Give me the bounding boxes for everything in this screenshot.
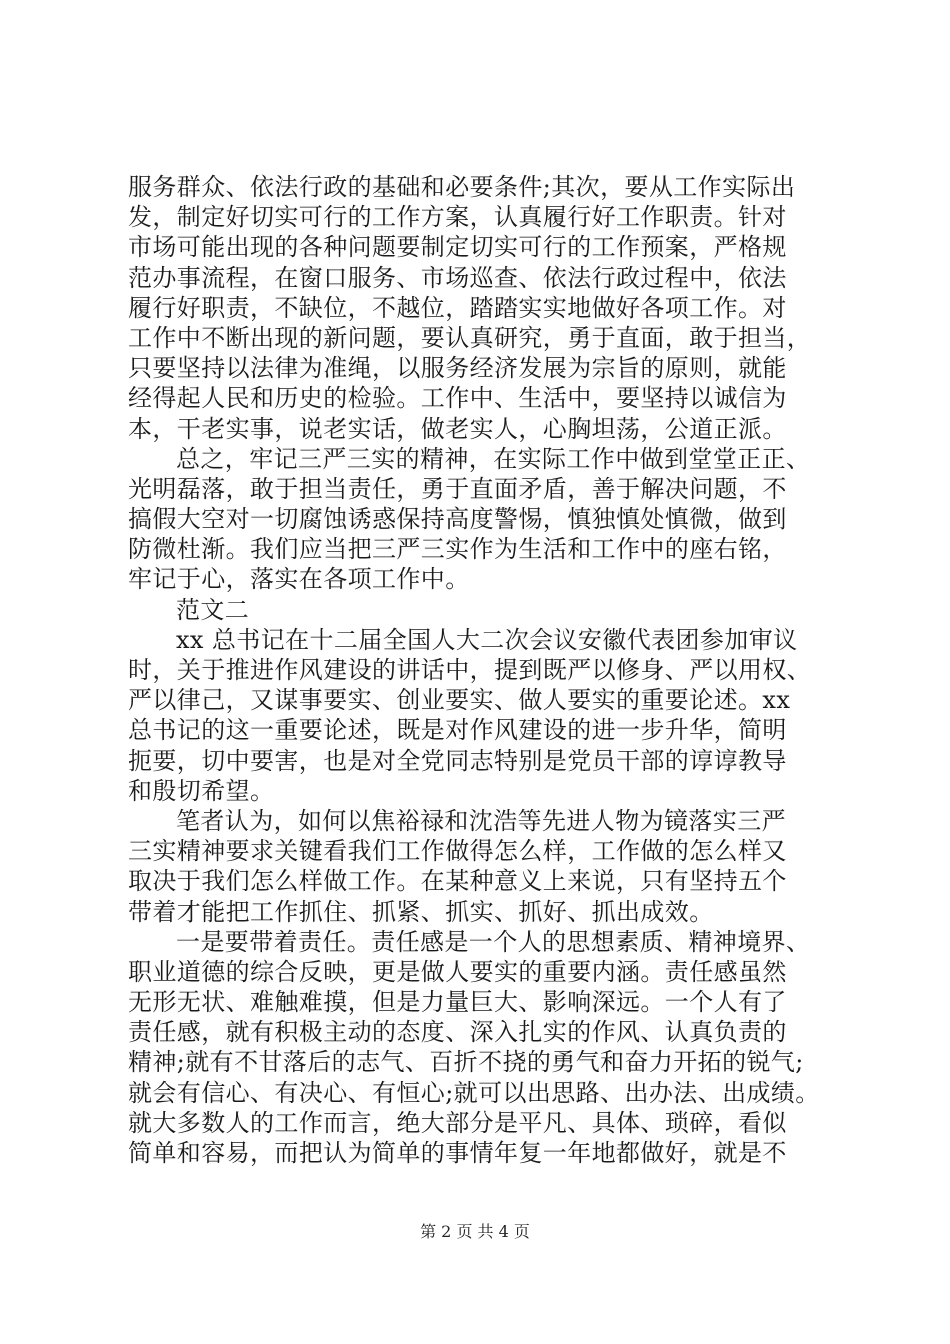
text-line: 就大多数人的工作而言，绝大部分是平凡、具体、琐碎，看似 [128, 1108, 787, 1137]
text-line: 责任感，就有积极主动的态度、深入扎实的作风、认真负责的 [128, 1018, 787, 1047]
text-line: 一是要带着责任。责任感是一个人的思想素质、精神境界、 [176, 927, 811, 956]
text-line: 服务群众、依法行政的基础和必要条件;其次，要从工作实际出 [128, 173, 796, 201]
text-line: 扼要，切中要害，也是对全党同志特别是党员干部的谆谆教导 [128, 746, 787, 775]
text-line: 取决于我们怎么样做工作。在某种意义上来说，只有坚持五个 [128, 867, 787, 896]
text-line: 时，关于推进作风建设的讲话中，提到既严以修身、严以用权、 [128, 656, 812, 684]
text-line: 三实精神要求关键看我们工作做得怎么样，工作做的怎么样又 [128, 837, 787, 866]
text-line: 工作中不断出现的新问题，要认真研究，勇于直面，敢于担当， [128, 323, 812, 352]
text-line: 职业道德的综合反映，更是做人要实的重要内涵。责任感虽然 [128, 957, 787, 986]
text-line: 总书记的这一重要论述，既是对作风建设的进一步升华，简明 [128, 716, 787, 745]
text-line: 履行好职责，不缺位，不越位，踏踏实实地做好各项工作。对 [128, 293, 787, 322]
text-line: 就会有信心、有决心、有恒心;就可以出思路、出办法、出成绩。 [128, 1078, 820, 1107]
text-line: 搞假大空对一切腐蚀诱惑保持高度警惕，慎独慎处慎微，做到 [128, 505, 787, 534]
text-line: 牢记于心，落实在各项工作中。 [128, 565, 470, 594]
text-line: 市场可能出现的各种问题要制定切实可行的工作预案，严格规 [128, 233, 787, 262]
text-line: 笔者认为，如何以焦裕禄和沈浩等先进人物为镜落实三严 [176, 806, 786, 835]
text-line: 只要坚持以法律为准绳，以服务经济发展为宗旨的原则，就能 [128, 354, 787, 383]
text-line: 严以律己，又谋事要实、创业要实、做人要实的重要论述。xx [128, 686, 791, 715]
text-line: 和殷切希望。 [128, 776, 275, 805]
text-line: 精神;就有不甘落后的志气、百折不挠的勇气和奋力开拓的锐气; [128, 1048, 804, 1077]
text-line: 本，干老实事，说老实话，做老实人，心胸坦荡，公道正派。 [128, 414, 787, 443]
text-line: 范办事流程，在窗口服务、市场巡查、依法行政过程中，依法 [128, 263, 787, 292]
body-text [128, 172, 828, 1168]
text-line: 经得起人民和历史的检验。工作中、生活中，要坚持以诚信为 [128, 384, 787, 413]
text-line: xx 总书记在十二届全国人大二次会议安徽代表团参加审议 [176, 625, 798, 654]
text-line: 总之，牢记三严三实的精神，在实际工作中做到堂堂正正、 [176, 444, 811, 473]
text-line: 简单和容易，而把认为简单的事情年复一年地都做好，就是不 [128, 1139, 787, 1167]
text-line: 光明磊落，敢于担当责任，勇于直面矛盾，善于解决问题，不 [128, 474, 787, 503]
text-line: 无形无状、难触难摸，但是力量巨大、影响深远。一个人有了 [128, 988, 787, 1017]
page-footer: 第 2 页 共 4 页 [420, 1222, 530, 1241]
text-line: 范文二 [176, 595, 250, 624]
text-line: 带着才能把工作抓住、抓紧、抓实、抓好、抓出成效。 [128, 897, 714, 926]
text-line: 发，制定好切实可行的工作方案，认真履行好工作职责。针对 [128, 203, 787, 232]
text-line: 防微杜渐。我们应当把三严三实作为生活和工作中的座右铭， [128, 535, 787, 564]
